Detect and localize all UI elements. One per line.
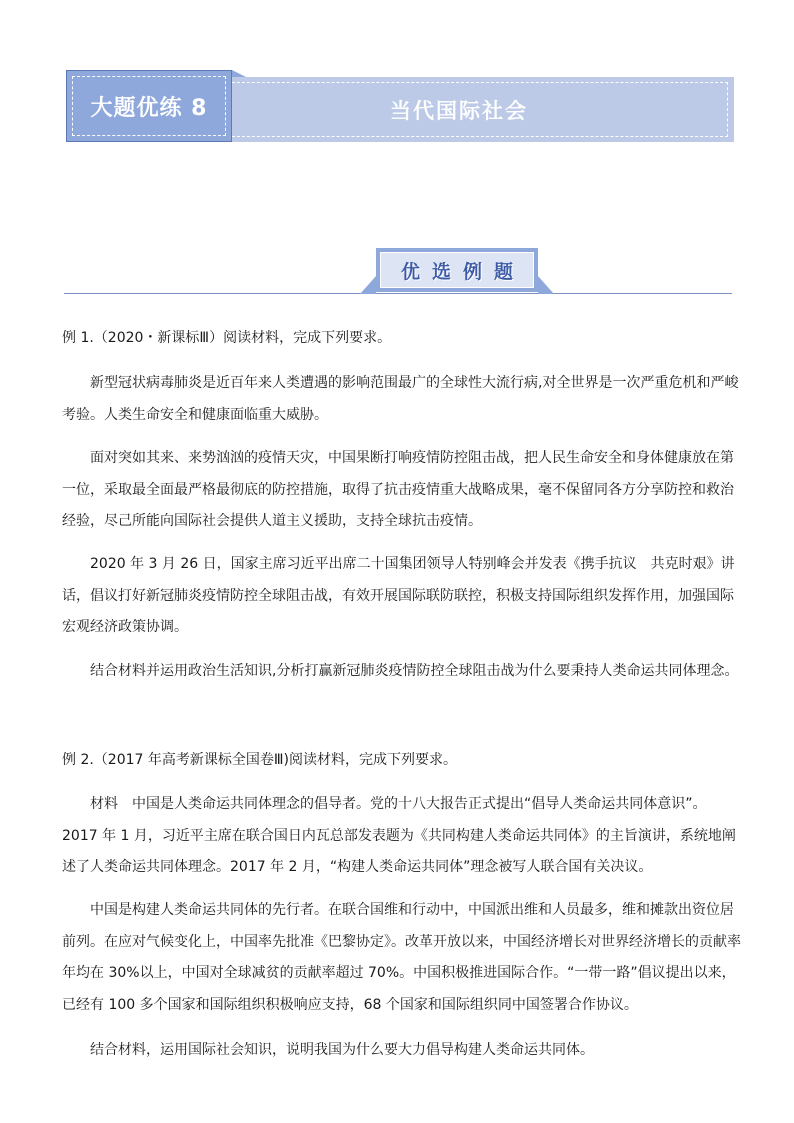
example2-question: 结合材料，运用国际社会知识，说明我国为什么要大力倡导构建人类命运共同体。 bbox=[90, 1042, 594, 1058]
example2-heading: 例 2.（2017 年高考新课标全国卷Ⅲ)阅读材料，完成下列要求。 bbox=[62, 752, 457, 768]
section-header bbox=[64, 248, 732, 296]
banner-title-panel bbox=[232, 77, 734, 142]
section-divider bbox=[64, 293, 732, 294]
example1-question: 结合材料并运用政治生活知识,分析打赢新冠肺炎疫情防控全球阻击战为什么要秉持人类命运共同体理念。 bbox=[90, 663, 739, 679]
banner-label-frame bbox=[72, 76, 226, 136]
banner-notch bbox=[232, 70, 246, 77]
example1-paragraph: 新型冠状病毒肺炎是近百年来人类遭遇的影响范围最广的全球性大流行病,对全世界是一次严重危机和严峻考验。人类生命安全和健康面临重大威胁。 bbox=[62, 375, 739, 423]
banner-label-panel bbox=[66, 70, 232, 142]
section-label-char: 优 bbox=[400, 260, 420, 283]
section-label-char: 题 bbox=[494, 260, 514, 283]
chapter-title: 当代国际社会 bbox=[390, 98, 528, 123]
section-label-char: 选 bbox=[431, 260, 451, 283]
example2-paragraph: 材料 中国是人类命运共同体理念的倡导者。党的十八大报告正式提出“倡导人类命运共同体意识”。2017 年 1 月，习近平主席在联合国日内瓦总部发表题为《共同构建人类命运共同体》的主旨演讲，系统地阐述了人类命运共同体理念。2017 年 2 月，“构建人类命运共同体”理念被写人联合国有关决议。 bbox=[62, 796, 736, 876]
section-label-char: 例 bbox=[463, 260, 483, 283]
banner-title-frame bbox=[232, 82, 728, 137]
example1-heading: 例 1.（2020・新课标Ⅲ）阅读材料，完成下列要求。 bbox=[62, 330, 392, 346]
chapter-label: 大题优练 8 bbox=[90, 95, 208, 121]
section-label-frame bbox=[380, 252, 534, 288]
section-wing-left bbox=[360, 276, 376, 294]
section-wing-right bbox=[538, 276, 554, 294]
example1-paragraph: 面对突如其来、来势汹汹的疫情天灾，中国果断打响疫情防控阻击战，把人民生命安全和身体健康放在第一位，采取最全面最严格最彻底的防控措施，取得了抗击疫情重大战略成果，毫不保留同各方分享防控和救治经验，尽己所能向国际社会提供人道主义援助，支持全球抗击疫情。 bbox=[62, 450, 734, 530]
example2-paragraph: 中国是构建人类命运共同体的先行者。在联合国维和行动中，中国派出维和人员最多，维和摊款出资位居前列。在应对气候变化上，中国率先批准《巴黎协定》。改革开放以来，中国经济增长对世界经济增长的贡献率年均在 30%以上，中国对全球减贫的贡献率超过 70%。中国积极推进国际合作。“一带一路”倡议提出以来，已经有 100 多个国家和国际组织积极响应支持，68 个国家和国际组织同中国签署合作协议。 bbox=[62, 902, 741, 1013]
example1-paragraph: 2020 年 3 月 26 日，国家主席习近平出席二十国集团领导人特别峰会并发表《携手抗议 共克时艰》讲话，倡议打好新冠肺炎疫情防控全球阻击战，有效开展国际联防联控，积极支持国际组织发挥作用，加强国际宏观经济政策协调。 bbox=[62, 556, 735, 636]
section-label-box bbox=[376, 248, 538, 292]
header-banner bbox=[66, 70, 734, 142]
